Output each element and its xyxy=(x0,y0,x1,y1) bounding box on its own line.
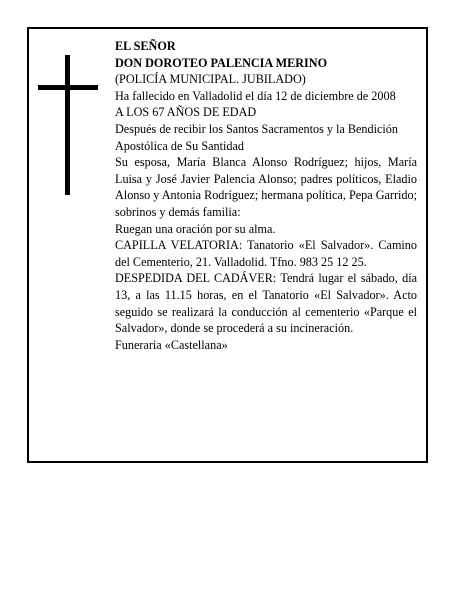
deceased-name: DON DOROTEO PALENCIA MERINO xyxy=(115,55,328,70)
cross-icon-arm xyxy=(38,85,98,90)
cross-icon xyxy=(65,55,70,195)
sacraments-line: Después de recibir los Santos Sacramentos y la Bendición Apostólica de Su Santidad xyxy=(115,121,398,153)
position: (POLICÍA MUNICIPAL. JUBILADO) xyxy=(115,72,306,87)
farewell-label: DESPEDIDA DEL CADÁVER: xyxy=(115,271,277,286)
farewell-paragraph xyxy=(115,270,417,336)
obituary-text xyxy=(115,38,417,353)
age-line: A LOS 67 AÑOS DE EDAD xyxy=(115,105,257,120)
title: EL SEÑOR xyxy=(115,39,176,53)
farewell-text: Tendrá lugar el sábado, día 13, a las 11.15 horas, en el Tanatorio «El Salvador». Acto seguido se realizará la conducción al cementerio «Parque el Salvador», donde se procederá a su incineración. xyxy=(115,271,417,336)
prayer-line: Ruegan una oración por su alma. xyxy=(115,221,276,236)
death-line: Ha fallecido en Valladolid el día 12 de diciembre de 2008 xyxy=(115,88,396,103)
chapel-line: CAPILLA VELATORIA: Tanatorio «El Salvador». Camino del Cementerio, 21. Valladolid. Tfno. 983 25 12 25. xyxy=(115,238,417,269)
family-line: Su esposa, María Blanca Alonso Rodríguez; hijos, María Luisa y José Javier Palencia Alonso; padres políticos, Eladio Alonso y Antonia Rodríguez; hermana política, Pepa Garrido; sobrinos y demás familia: xyxy=(115,155,417,219)
funeral-home: Funeraria «Castellana» xyxy=(115,337,228,352)
